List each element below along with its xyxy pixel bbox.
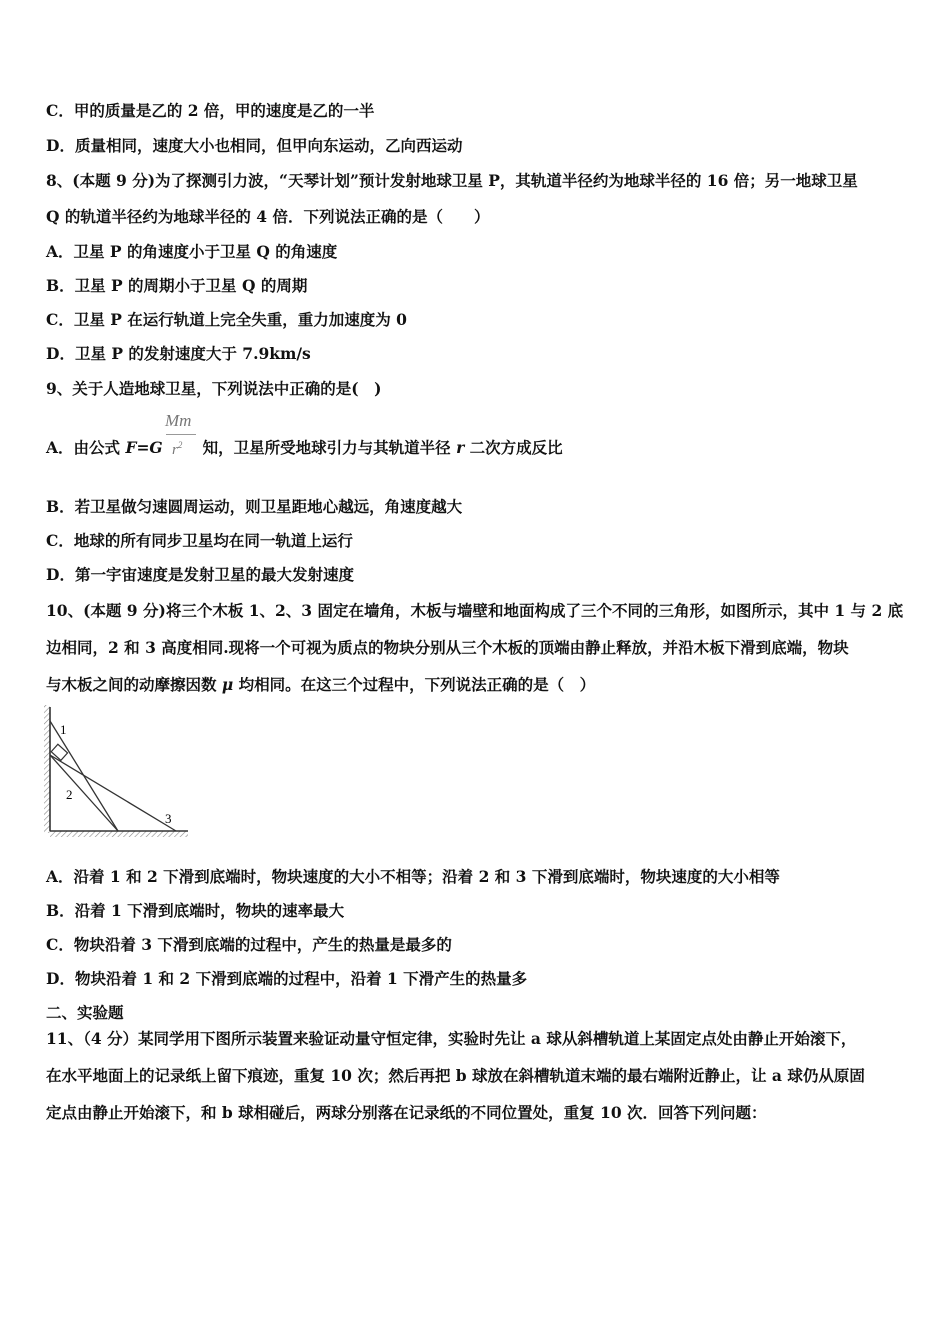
q10-option-b: B．沿着 1 下滑到底端时，物块的速率最大 <box>46 901 345 920</box>
q8-option-c: C．卫星 P 在运行轨道上完全失重，重力加速度为 0 <box>46 310 407 329</box>
q10-stem-line2: 边相同，2 和 3 高度相同.现将一个可视为质点的物块分别从三个木板的顶端由静止释放，并沿木板下滑到底端，物块 <box>46 638 849 657</box>
formula-fg: F=G <box>125 438 163 457</box>
q9-option-a-prefix: A．由公式 <box>46 438 126 457</box>
label-board-3: 3 <box>165 811 172 826</box>
q8-option-b: B．卫星 P 的周期小于卫星 Q 的周期 <box>46 276 308 295</box>
label-board-1: 1 <box>60 722 67 737</box>
q11-line3: 定点由静止开始滚下，和 b 球相碰后，两球分别落在记录纸的不同位置处，重复 10 次．回答下列问题： <box>46 1103 767 1122</box>
q7-option-c: C．甲的质量是乙的 2 倍，甲的速度是乙的一半 <box>46 101 375 120</box>
q9-option-a <box>46 438 563 458</box>
q10-option-c: C．物块沿着 3 下滑到底端的过程中，产生的热量是最多的 <box>46 935 452 954</box>
incline-boards-figure <box>42 703 192 839</box>
block <box>51 744 67 760</box>
q10-option-d: D．物块沿着 1 和 2 下滑到底端的过程中，沿着 1 下滑产生的热量多 <box>46 969 528 988</box>
q11-line1: 11、（4 分）某同学用下图所示装置来验证动量守恒定律，实验时先让 a 球从斜槽轨道上某固定点处由静止开始滚下， <box>46 1029 857 1048</box>
q8-option-a: A．卫星 P 的角速度小于卫星 Q 的角速度 <box>46 242 338 261</box>
q8-option-d: D．卫星 P 的发射速度大于 7.9km/s <box>46 344 311 363</box>
fraction-numerator: Mm <box>165 411 192 430</box>
q10-stem-line3-prefix: 与木板之间的动摩擦因数 <box>46 675 222 694</box>
q7-option-d: D．质量相同，速度大小也相同，但甲向东运动，乙向西运动 <box>46 136 463 155</box>
q8-stem-line2: Q 的轨道半径约为地球半径的 4 倍．下列说法正确的是（ ） <box>46 207 490 226</box>
section-heading-experiment: 二、实验题 <box>46 1003 124 1022</box>
q10-stem-line3 <box>46 675 595 695</box>
q9-option-c: C．地球的所有同步卫星均在同一轨道上运行 <box>46 531 353 550</box>
q9-option-a-suffix1: 知，卫星所受地球引力与其轨道半径 <box>202 438 457 457</box>
q10-stem-line1: 10、(本题 9 分)将三个木板 1、2、3 固定在墙角，木板与墙壁和地面构成了三个不同的三角形，如图所示，其中 1 与 2 底 <box>46 601 904 620</box>
q11-line2: 在水平地面上的记录纸上留下痕迹，重复 10 次；然后再把 b 球放在斜槽轨道末端的最右端附近静止，让 a 球仍从原固 <box>46 1066 865 1085</box>
q9-option-d: D．第一宇宙速度是发射卫星的最大发射速度 <box>46 565 354 584</box>
label-board-2: 2 <box>66 787 73 802</box>
q10-option-a: A．沿着 1 和 2 下滑到底端时，物块速度的大小不相等；沿着 2 和 3 下滑到底端时，物块速度的大小相等 <box>46 867 780 886</box>
wall-hatch <box>44 705 50 833</box>
q9-stem: 9、关于人造地球卫星，下列说法中正确的是( ) <box>46 379 382 398</box>
q9-option-a-suffix2: 二次方成反比 <box>464 438 563 457</box>
fraction-denominator: $r^2$ <box>172 440 183 458</box>
q9-option-b: B．若卫星做匀速圆周运动，则卫星距地心越远，角速度越大 <box>46 497 463 516</box>
mu-symbol: μ <box>221 675 234 694</box>
q8-stem-line1: 8、(本题 9 分)为了探测引力波，“天琴计划”预计发射地球卫星 P，其轨道半径约为地球半径的 16 倍；另一地球卫星 <box>46 171 858 190</box>
q10-stem-line3-suffix: 均相同。在这三个过程中，下列说法正确的是（ ） <box>233 675 596 694</box>
board-2 <box>50 755 118 831</box>
radius-symbol: r <box>456 438 465 457</box>
fraction-bar <box>166 434 196 435</box>
ground-hatch <box>50 831 188 837</box>
